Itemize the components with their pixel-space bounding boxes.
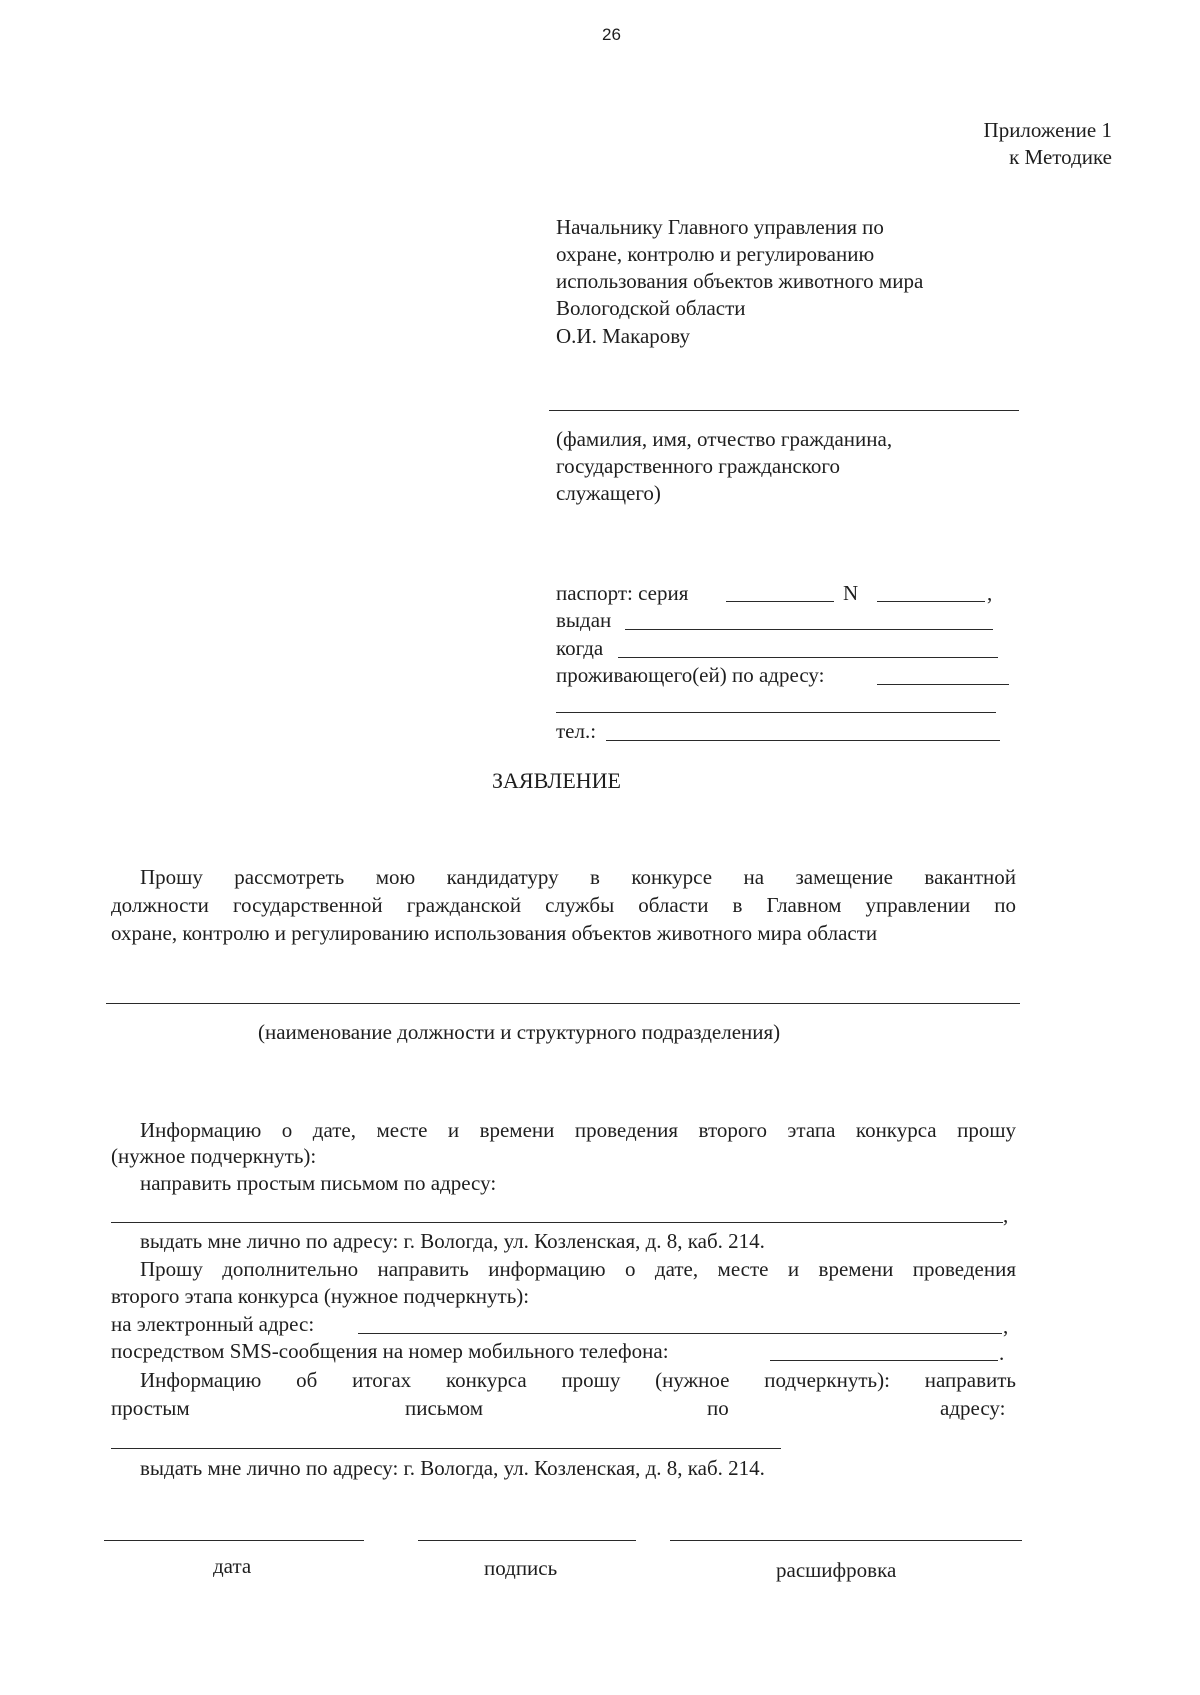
addressee-line: Начальнику Главного управления по [556,215,884,239]
mail-option[interactable]: направить простым письмом по адресу: [140,1171,497,1195]
page-number: 26 [602,25,621,44]
position-caption: (наименование должности и структурного подразделения) [258,1020,781,1044]
extra-line-2: второго этапа конкурса (нужное подчеркнуть): [111,1284,530,1308]
results-word[interactable]: по [707,1396,729,1420]
info-line-1: Информацию о дате, месте и времени проведения второго этапа конкурса прошу [140,1118,1016,1142]
info-line-2: (нужное подчеркнуть): [111,1144,317,1168]
addressee-line: О.И. Макарову [556,324,690,348]
caption-line: государственного гражданского [556,454,841,478]
decode-field[interactable] [670,1540,1022,1541]
passport-number-label: N [843,581,859,605]
period: . [999,1341,1005,1365]
date-field[interactable] [104,1540,364,1541]
passport-series-label: паспорт: серия [556,581,689,605]
sms-field[interactable] [770,1360,998,1361]
sms-option[interactable]: посредством SMS-сообщения на номер мобильного телефона: [111,1339,669,1363]
issued-field[interactable] [625,629,993,630]
sign-caption: подпись [484,1556,558,1580]
results-address-field[interactable] [111,1448,781,1449]
caption-line: (фамилия, имя, отчество гражданина, [556,427,893,451]
comma: , [1003,1314,1009,1338]
addressee-line: использования объектов животного мира [556,269,924,293]
request-line-2: должности государственной гражданской службы области в Главном управлении по [111,893,1016,917]
email-field[interactable] [358,1333,1002,1334]
appendix-line-1: Приложение 1 [983,118,1112,142]
personal-option[interactable]: выдать мне лично по адресу: г. Вологда, ул. Козленская, д. 8, каб. 214. [140,1229,765,1253]
results-word: адресу: [940,1396,1006,1420]
extra-line-1: Прошу дополнительно направить информацию о дате, месте и времени проведения [140,1257,1016,1281]
position-field[interactable] [106,1003,1020,1004]
request-line-1: Прошу рассмотреть мою кандидатуру в конкурсе на замещение вакантной [140,865,1016,889]
phone-field[interactable] [606,740,1000,741]
document-title: ЗАЯВЛЕНИЕ [492,768,621,793]
email-option[interactable]: на электронный адрес: [111,1312,315,1336]
results-line-1: Информацию об итогах конкурса прошу (нужное подчеркнуть): направить [140,1368,1016,1392]
address-field-2[interactable] [556,712,996,713]
results-word[interactable]: письмом [405,1396,484,1420]
sign-field[interactable] [418,1540,636,1541]
address-label: проживающего(ей) по адресу: [556,663,825,687]
comma: , [1003,1203,1009,1227]
passport-series-field[interactable] [726,601,834,602]
phone-label: тел.: [556,719,597,743]
when-label: когда [556,636,604,660]
personal-option-2[interactable]: выдать мне лично по адресу: г. Вологда, ул. Козленская, д. 8, каб. 214. [140,1456,765,1480]
decode-caption: расшифровка [776,1558,897,1582]
comma: , [987,581,993,605]
results-word[interactable]: простым [111,1396,190,1420]
applicant-name-line[interactable] [549,410,1019,411]
caption-line: служащего) [556,481,661,505]
when-field[interactable] [618,657,998,658]
passport-number-field[interactable] [877,601,985,602]
request-line-3: охране, контролю и регулированию использования объектов животного мира области [111,921,878,945]
address-field[interactable] [877,684,1009,685]
date-caption: дата [213,1554,252,1578]
addressee-line: Вологодской области [556,296,746,320]
addressee-line: охране, контролю и регулированию [556,242,875,266]
appendix-line-2: к Методике [1009,145,1112,169]
issued-label: выдан [556,608,612,632]
mail-address-field[interactable] [111,1222,1003,1223]
